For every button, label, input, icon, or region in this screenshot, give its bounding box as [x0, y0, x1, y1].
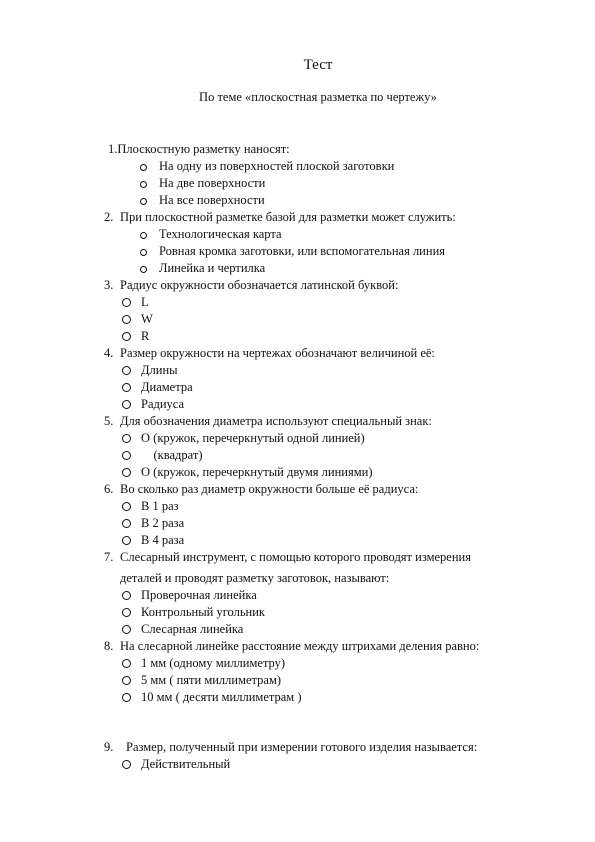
answer-option[interactable]: В 4 раза [122, 532, 184, 549]
circle-bullet-icon [122, 468, 131, 477]
question-7 [104, 549, 471, 566]
question-4 [104, 345, 435, 362]
answer-option[interactable]: 10 мм ( десяти миллиметрам ) [122, 689, 302, 706]
circle-bullet-icon [140, 249, 147, 256]
document-title: Тест [303, 57, 333, 73]
circle-bullet-icon [122, 625, 131, 634]
question-text: Для обозначения диаметра используют специальный знак: [120, 414, 432, 428]
circle-bullet-icon [122, 315, 131, 324]
answer-option[interactable]: W [122, 311, 153, 328]
circle-bullet-icon [122, 451, 131, 460]
answer-option[interactable]: Линейка и чертилка [140, 260, 265, 277]
answer-option[interactable]: Радиуса [122, 396, 184, 413]
question-2 [104, 209, 456, 226]
circle-bullet-icon [122, 332, 131, 341]
circle-bullet-icon [140, 164, 147, 171]
question-3 [104, 277, 398, 294]
circle-bullet-icon [122, 659, 131, 668]
answer-option[interactable]: На все поверхности [140, 192, 265, 209]
question-number: 5. [104, 414, 114, 428]
question-1 [108, 141, 290, 158]
circle-bullet-icon [122, 400, 131, 409]
answer-option[interactable]: На две поверхности [140, 175, 265, 192]
question-number: 1. [108, 142, 118, 156]
question-text: На слесарной линейке расстояние между штрихами деления равно: [120, 639, 480, 653]
answer-option[interactable]: R [122, 328, 149, 345]
answer-option[interactable]: О (кружок, перечеркнутый одной линией) [122, 430, 365, 447]
circle-bullet-icon [122, 519, 131, 528]
circle-bullet-icon [122, 591, 131, 600]
answer-option[interactable]: Слесарная линейка [122, 621, 243, 638]
answer-option[interactable]: Длины [122, 362, 178, 379]
question-9 [104, 739, 477, 756]
circle-bullet-icon [122, 366, 131, 375]
question-text: Слесарный инструмент, с помощью которого проводят измерения [120, 550, 471, 564]
circle-bullet-icon [140, 181, 147, 188]
circle-bullet-icon [140, 232, 147, 239]
question-number: 9. [104, 740, 114, 754]
answer-option[interactable]: (квадрат) [122, 447, 202, 464]
answer-option[interactable]: Технологическая карта [140, 226, 282, 243]
question-text: При плоскостной разметке базой для разметки может служить: [120, 210, 456, 224]
circle-bullet-icon [122, 760, 131, 769]
circle-bullet-icon [122, 434, 131, 443]
circle-bullet-icon [140, 266, 147, 273]
question-number: 8. [104, 639, 114, 653]
answer-option[interactable]: О (кружок, перечеркнутый двумя линиями) [122, 464, 372, 481]
question-number: 2. [104, 210, 114, 224]
question-5 [104, 413, 432, 430]
answer-option[interactable]: 1 мм (одному миллиметру) [122, 655, 285, 672]
question-text: Радиус окружности обозначается латинской буквой: [120, 278, 399, 292]
circle-bullet-icon [122, 383, 131, 392]
answer-option[interactable]: Проверочная линейка [122, 587, 257, 604]
answer-option[interactable]: L [122, 294, 149, 311]
question-number: 4. [104, 346, 114, 360]
circle-bullet-icon [122, 693, 131, 702]
question-number: 7. [104, 550, 114, 564]
answer-option[interactable]: Диаметра [122, 379, 193, 396]
circle-bullet-icon [140, 198, 147, 205]
answer-option[interactable]: Контрольный угольник [122, 604, 265, 621]
answer-option[interactable]: 5 мм ( пяти миллиметрам) [122, 672, 281, 689]
question-text: Размер окружности на чертежах обозначают величиной её: [120, 346, 435, 360]
circle-bullet-icon [122, 298, 131, 307]
answer-option[interactable]: Ровная кромка заготовки, или вспомогательная линия [140, 243, 445, 260]
document-subtitle: По теме «плоскостная разметка по чертежу» [199, 90, 437, 104]
answer-option[interactable]: В 1 раз [122, 498, 179, 515]
circle-bullet-icon [122, 676, 131, 685]
circle-bullet-icon [122, 502, 131, 511]
question-7-continuation: деталей и проводят разметку заготовок, называют: [120, 571, 390, 585]
question-6 [104, 481, 418, 498]
answer-option[interactable]: В 2 раза [122, 515, 184, 532]
circle-bullet-icon [122, 536, 131, 545]
question-text: Размер, полученный при измерении готового изделия называется: [126, 740, 478, 754]
question-8 [104, 638, 479, 655]
answer-option[interactable]: Действительный [122, 756, 230, 773]
circle-bullet-icon [122, 608, 131, 617]
answer-option[interactable]: На одну из поверхностей плоской заготовки [140, 158, 394, 175]
question-text: Плоскостную разметку наносят: [117, 142, 290, 156]
question-number: 6. [104, 482, 114, 496]
question-text: Во сколько раз диаметр окружности больше её радиуса: [120, 482, 419, 496]
question-number: 3. [104, 278, 114, 292]
